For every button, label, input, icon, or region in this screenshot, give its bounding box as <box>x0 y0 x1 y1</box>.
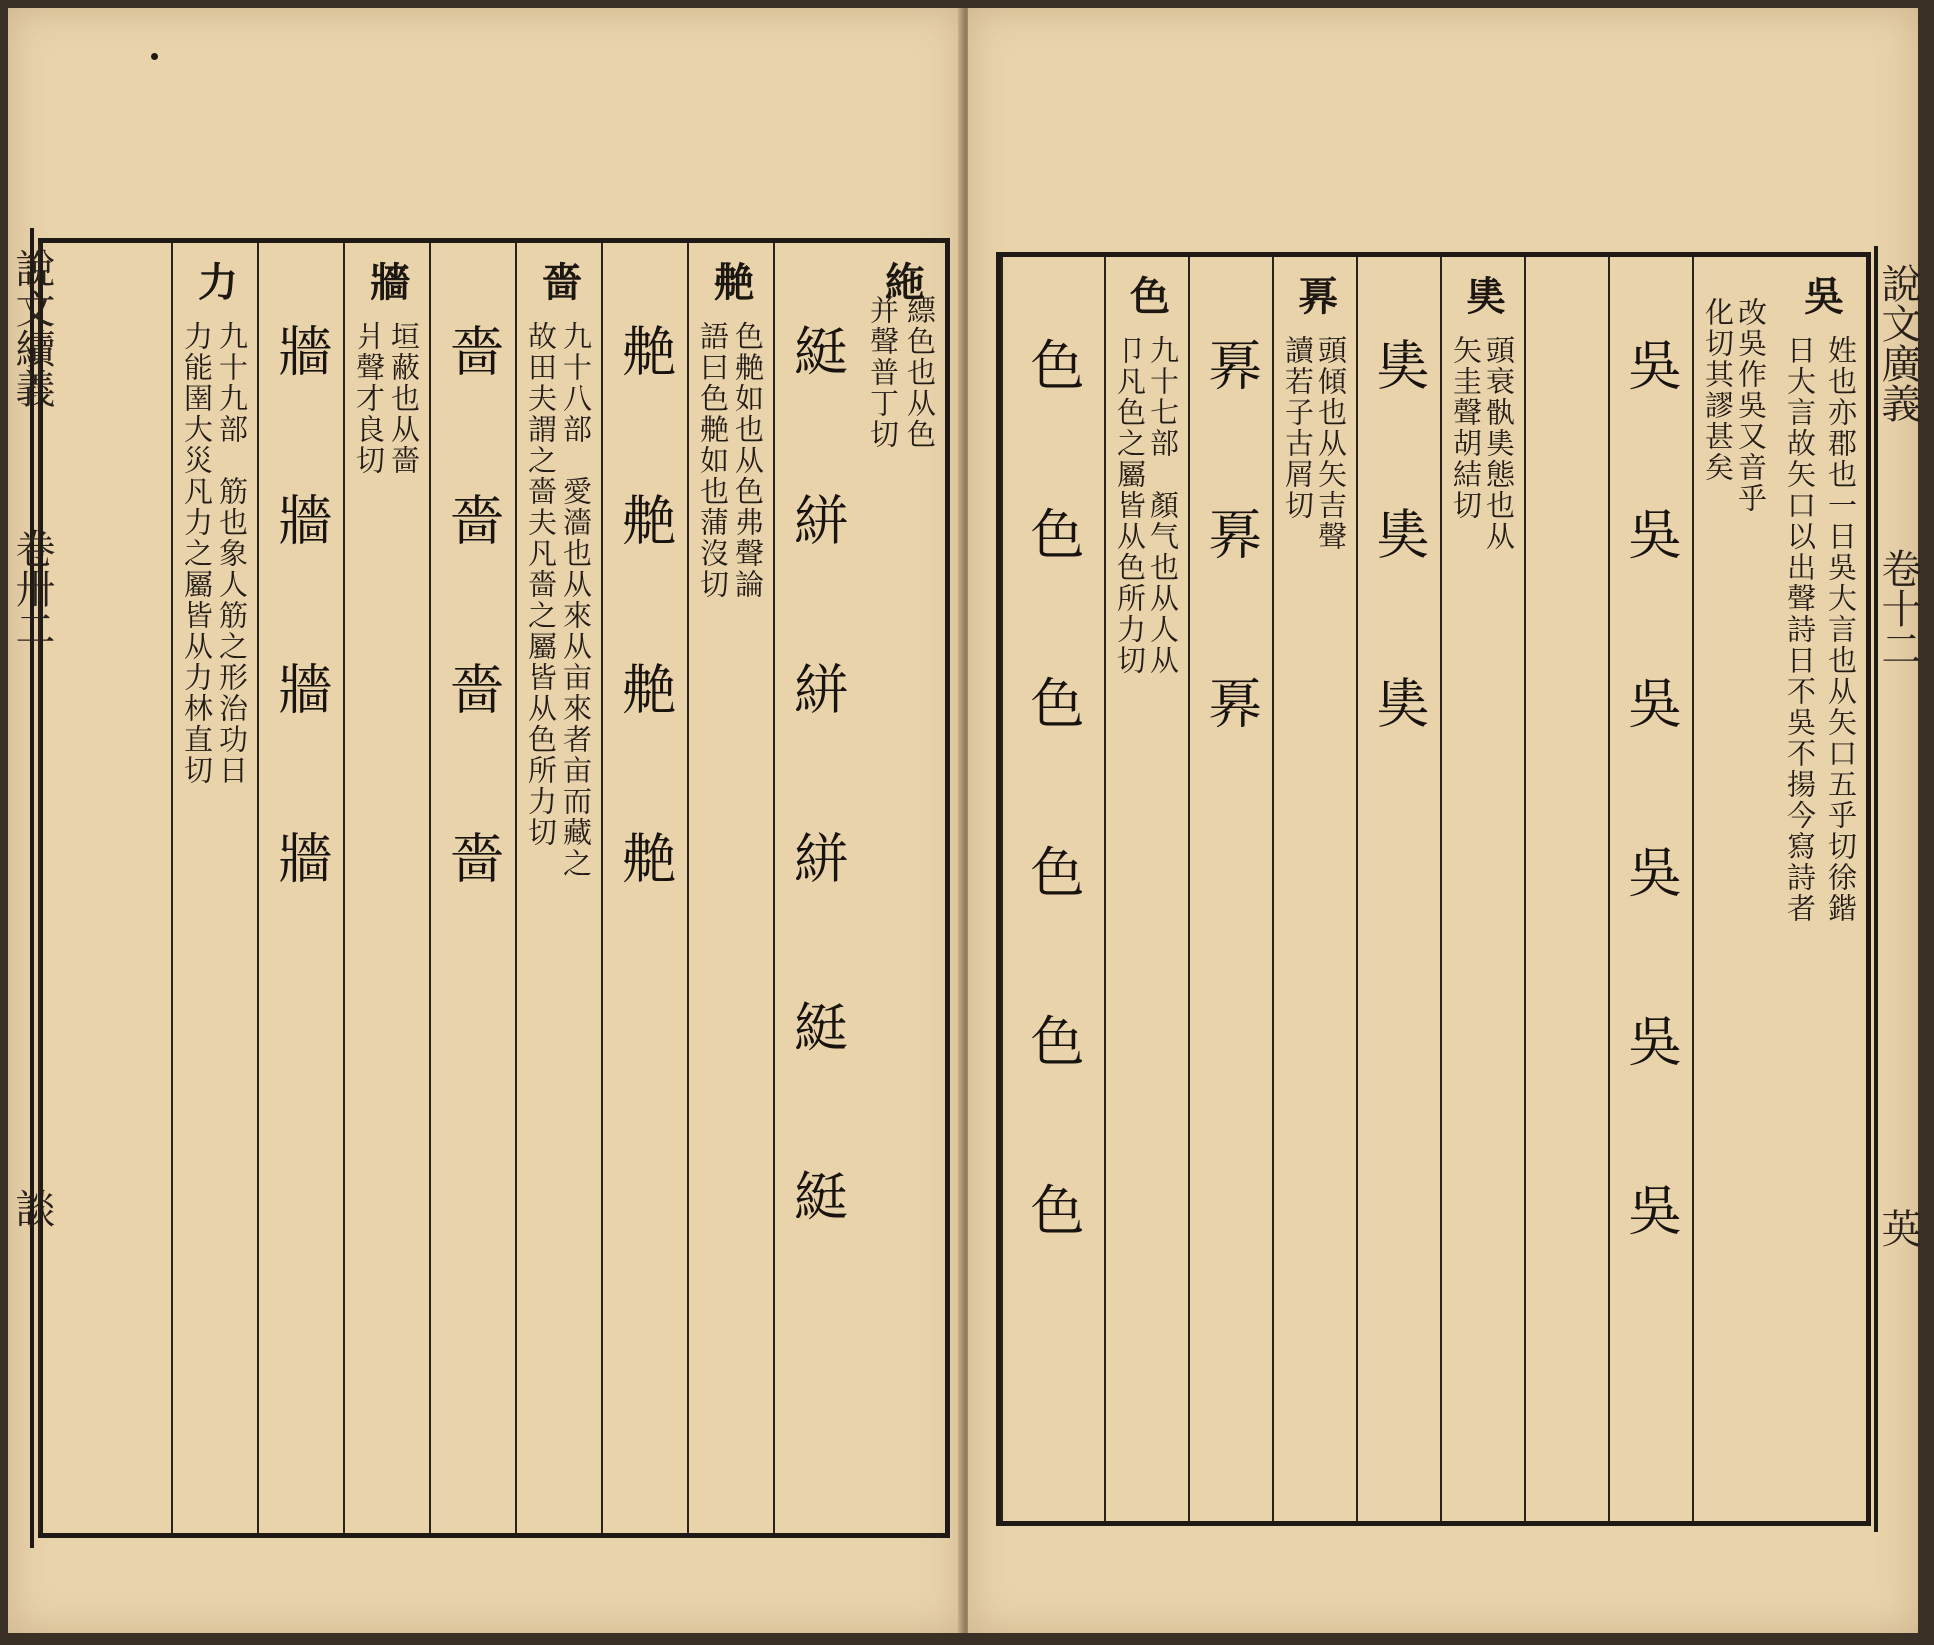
seal-column <box>1001 257 1104 1521</box>
entry-head: 奊 <box>1459 275 1507 317</box>
seal-column <box>1608 257 1692 1521</box>
empty-column <box>38 243 171 1533</box>
note-line: 讀若子古屑切 <box>1281 335 1315 521</box>
text-column <box>1104 257 1188 1521</box>
note-line: 矢圭聲胡結切 <box>1449 335 1483 521</box>
seal-forms: 奊 奊 奊 <box>1367 337 1431 755</box>
right-page <box>968 8 1921 1633</box>
note-line: 力能圉大災凡力之屬皆从力林直切 <box>180 321 214 786</box>
edge-rule <box>1874 246 1878 1532</box>
seal-column <box>1188 257 1272 1521</box>
right-text-frame <box>996 252 1871 1526</box>
empty-column <box>1524 257 1608 1521</box>
text-column <box>859 243 945 1533</box>
note-line: 垣蔽也从嗇 <box>387 321 421 476</box>
edge-title: 說文廣義 <box>1875 263 1921 423</box>
entry-head: 力 <box>191 261 239 303</box>
edge-rule <box>30 228 34 1548</box>
note-line: 九十九部 筋也象人筋之形治功日 <box>215 321 249 786</box>
entry-head: 奡 <box>1291 275 1339 317</box>
note-line: 故田夫謂之嗇夫凡嗇之屬皆从色所力切 <box>524 321 558 848</box>
text-column <box>1692 257 1776 1521</box>
text-column <box>687 243 773 1533</box>
edge-lower: 談 <box>9 1188 55 1228</box>
edge-volume: 卷卅二 <box>9 528 55 648</box>
entry-head: 牆 <box>363 261 411 303</box>
seal-forms: 色 色 色 色 色 色 <box>1022 337 1085 1262</box>
left-text-frame <box>38 238 950 1538</box>
text-column <box>171 243 257 1533</box>
note-line: 并聲普丁切 <box>866 295 900 450</box>
ink-dot <box>151 53 158 60</box>
edge-lower: 英 <box>1875 1208 1921 1248</box>
entry-head: 嗇 <box>535 261 583 303</box>
entry-head: 吳 <box>1797 275 1845 317</box>
seal-column <box>257 243 343 1533</box>
note-line: 化切其謬甚矣 <box>1701 297 1735 483</box>
note-line: 姓也亦郡也一日吳大言也从矢口五乎切徐鍇 <box>1824 335 1858 924</box>
text-column <box>1776 257 1866 1521</box>
seal-forms: 綎 絣 絣 絣 綎 綎 <box>785 323 849 1248</box>
text-column <box>1272 257 1356 1521</box>
note-line: 九十八部 愛濇也从來从亩來者亩而藏之 <box>559 321 593 879</box>
left-page <box>8 8 963 1633</box>
note-line: 爿聲才良切 <box>352 321 386 476</box>
seal-forms: 艴 艴 艴 艴 <box>613 323 677 910</box>
note-line: 色艴如也从色弗聲論 <box>731 321 765 600</box>
text-column <box>343 243 429 1533</box>
note-line: 卩凡色之屬皆从色所力切 <box>1113 335 1147 676</box>
note-line: 九十七部 顏气也从人从 <box>1146 335 1180 676</box>
text-column <box>1440 257 1524 1521</box>
seal-column <box>1356 257 1440 1521</box>
note-line: 日大言故矢口以出聲詩日不吳不揚今寫詩者 <box>1783 335 1817 924</box>
seal-forms: 奡 奡 奡 <box>1199 337 1263 755</box>
note-line: 頭衰骫奊態也从 <box>1482 335 1516 552</box>
seal-forms: 吳 吳 吳 吳 吳 吳 <box>1619 337 1683 1262</box>
entry-head: 色 <box>1123 275 1171 317</box>
seal-column <box>773 243 859 1533</box>
seal-forms: 牆 牆 牆 牆 <box>269 323 333 910</box>
seal-column <box>601 243 687 1533</box>
seal-column <box>429 243 515 1533</box>
note-line: 縹色也从色 <box>903 295 937 450</box>
edge-volume: 卷十二 <box>1875 548 1921 668</box>
text-column <box>515 243 601 1533</box>
note-line: 改吳作吳又音乎 <box>1734 297 1768 514</box>
note-line: 頭傾也从矢吉聲 <box>1314 335 1348 552</box>
entry-head: 艴 <box>707 261 755 303</box>
note-line: 語曰色艴如也蒲沒切 <box>696 321 730 600</box>
edge-title: 說文續義 <box>9 248 55 408</box>
seal-forms: 嗇 嗇 嗇 嗇 <box>441 323 505 910</box>
entry-head: 絁 <box>878 261 926 303</box>
